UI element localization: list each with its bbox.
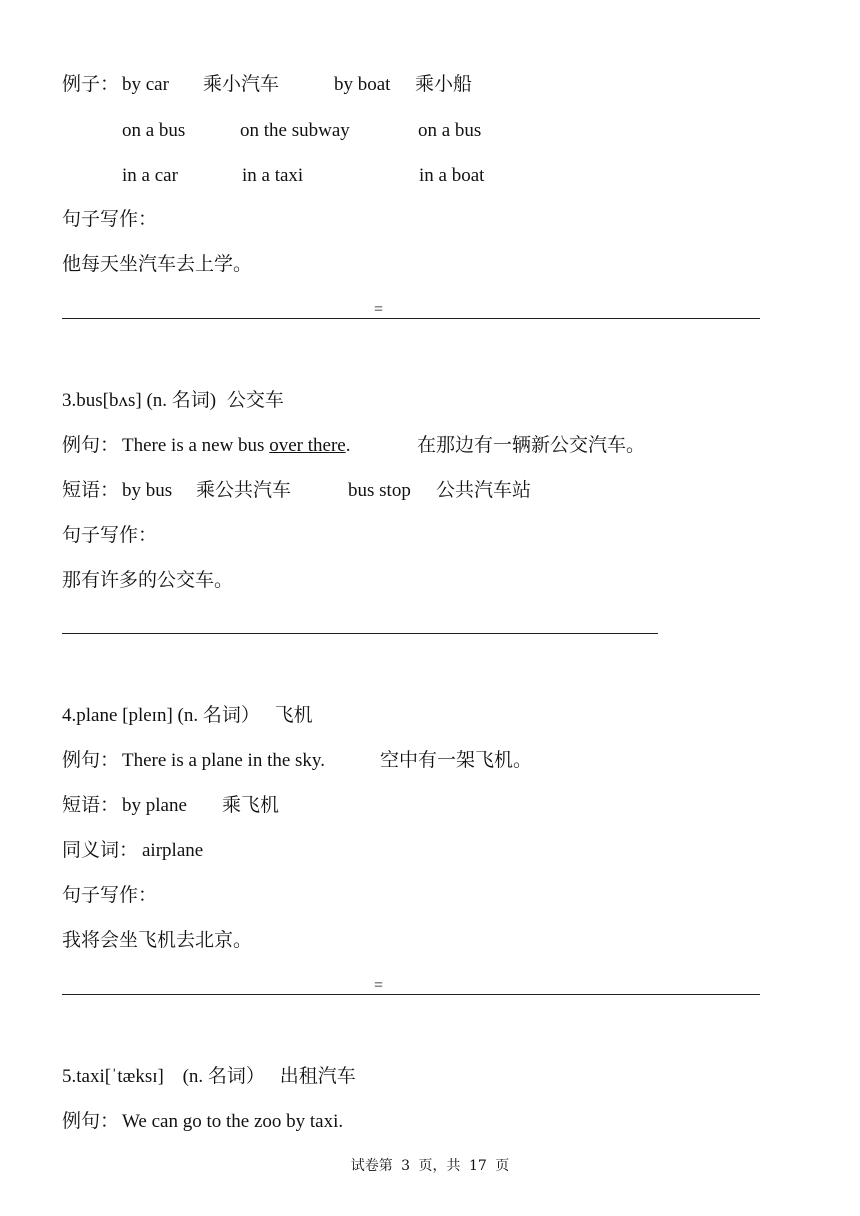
example-label: 例句： [62,750,120,771]
synonym-label: 同义词： [62,840,139,861]
page-footer [0,1155,860,1175]
heading-pos: (n. 名词） [182,1066,265,1087]
heading-meaning: 公交车 [226,390,284,411]
synonym: airplane [142,840,204,861]
footer-mid: 页，共 [418,1158,461,1174]
entry-heading-taxi [62,1067,356,1086]
example-phrase-cn: 乘小汽车 [203,74,280,95]
heading-meaning: 飞机 [274,705,313,726]
underlined-phrase: over there [269,435,346,456]
phrase-label: 短语： [62,480,120,501]
phrase: bus stop [348,480,411,501]
writing-prompt: 他每天坐汽车去上学。 [62,254,253,275]
heading-pos: (n. 名词) [146,390,217,411]
answer-line[interactable] [62,994,760,995]
footer-suffix: 页 [495,1158,510,1174]
footer-page-number: 3 [401,1158,411,1174]
example-sentence: We can go to the zoo by taxi. [122,1111,344,1132]
footer-total-pages: 17 [469,1158,487,1174]
example-phrase-cn: 乘小船 [415,74,473,95]
example-phrase: in a car [122,165,178,186]
heading-word: 3.bus[bʌs] [62,390,142,411]
heading-word: 5.taxi[ˈtæksɪ] [62,1066,164,1087]
example-sentence: There is a plane in the sky. [122,750,325,771]
example-phrase: in a boat [419,165,485,186]
phrase: by bus [122,480,173,501]
example-phrase: on a bus [122,120,186,141]
heading-pos: (n. 名词） [177,705,260,726]
writing-prompt: 我将会坐飞机去北京。 [62,930,253,951]
example-post: . [345,435,351,456]
phrase-cn: 公共汽车站 [436,480,532,501]
example-phrase: on a bus [418,120,482,141]
example-sentence [122,436,350,455]
example-label: 例句： [62,1111,120,1132]
phrase-cn: 乘公共汽车 [196,480,292,501]
example-translation: 空中有一架飞机。 [380,750,533,771]
footer-prefix: 试卷第 [350,1158,393,1174]
example-phrase: in a taxi [242,165,304,186]
heading-meaning: 出租汽车 [279,1066,356,1087]
example-phrase: on the subway [240,120,350,141]
example-phrase: by car [122,74,169,95]
writing-label: 句子写作： [62,209,158,230]
equals-mark: = [374,977,384,994]
writing-label: 句子写作： [62,525,158,546]
example-pre: There is a new bus [122,435,270,456]
answer-line[interactable] [62,318,760,319]
equals-mark: = [374,301,384,318]
writing-prompt: 那有许多的公交车。 [62,570,234,591]
entry-heading-plane [62,706,313,725]
example-label: 例子： [62,74,120,95]
example-translation: 在那边有一辆新公交汽车。 [417,435,646,456]
phrase: by plane [122,795,187,816]
phrase-cn: 乘飞机 [222,795,280,816]
phrase-label: 短语： [62,795,120,816]
answer-line[interactable] [62,633,658,634]
entry-heading-bus [62,391,284,410]
example-phrase: by boat [334,74,391,95]
writing-label: 句子写作： [62,885,158,906]
example-label: 例句： [62,435,120,456]
heading-word: 4.plane [pleɪn] [62,705,173,726]
